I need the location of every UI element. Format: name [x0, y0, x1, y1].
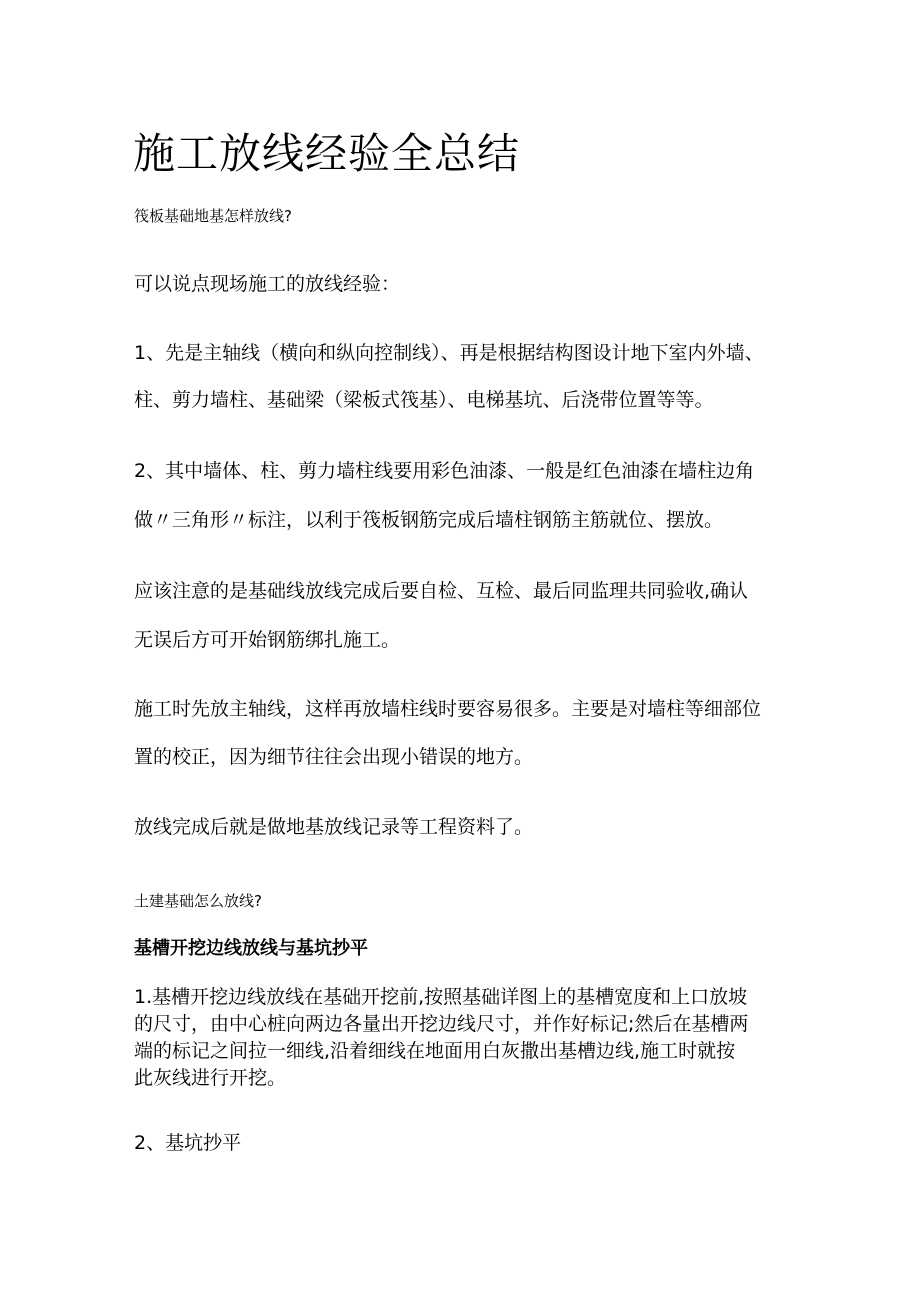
item1-line2: 柱、剪力墙柱、基础梁（梁板式筏基）、电梯基坑、后浇带位置等等。 [134, 389, 714, 411]
item2-line1: 2、其中墙体、柱、剪力墙柱线要用彩色油漆、一般是红色油漆在墙柱边角 [134, 460, 755, 482]
step2-heading: 2、基坑抄平 [134, 1132, 242, 1154]
tip-line1: 施工时先放主轴线，这样再放墙柱线时要容易很多。主要是对墙柱等细部位 [134, 698, 762, 720]
intro-text: 可以说点现场施工的放线经验： [134, 273, 401, 295]
page-title: 施工放线经验全总结 [133, 129, 521, 178]
step1-line4: 此灰线进行开挖。 [134, 1067, 287, 1089]
step1-line1: 1.基槽开挖边线放线在基础开挖前,按照基础详图上的基槽宽度和上口放坡 [134, 986, 748, 1008]
step1-line2: 的尺寸，由中心桩向两边各量出开挖边线尺寸，并作好标记;然后在基槽两 [134, 1013, 749, 1035]
step1-line3: 端的标记之间拉一细线,沿着细线在地面用白灰撒出基槽边线,施工时就按 [134, 1040, 736, 1062]
section-heading: 基槽开挖边线放线与基坑抄平 [134, 938, 368, 959]
item1-line1: 1、先是主轴线（横向和纵向控制线）、再是根据结构图设计地下室内外墙、 [134, 342, 764, 364]
question-raft-foundation: 筏板基础地基怎样放线? [134, 207, 292, 225]
finish-text: 放线完成后就是做地基放线记录等工程资料了。 [134, 816, 534, 838]
note-line1: 应该注意的是基础线放线完成后要自检、互检、最后同监理共同验收,确认 [134, 580, 749, 602]
tip-line2: 置的校正，因为细节往往会出现小错误的地方。 [134, 746, 534, 768]
note-line2: 无误后方可开始钢筋绑扎施工。 [134, 629, 401, 651]
question-civil-foundation: 土建基础怎么放线? [134, 892, 262, 910]
item2-line2: 做〃三角形〃标注，以利于筏板钢筋完成后墙柱钢筋主筋就位、摆放。 [134, 509, 724, 531]
